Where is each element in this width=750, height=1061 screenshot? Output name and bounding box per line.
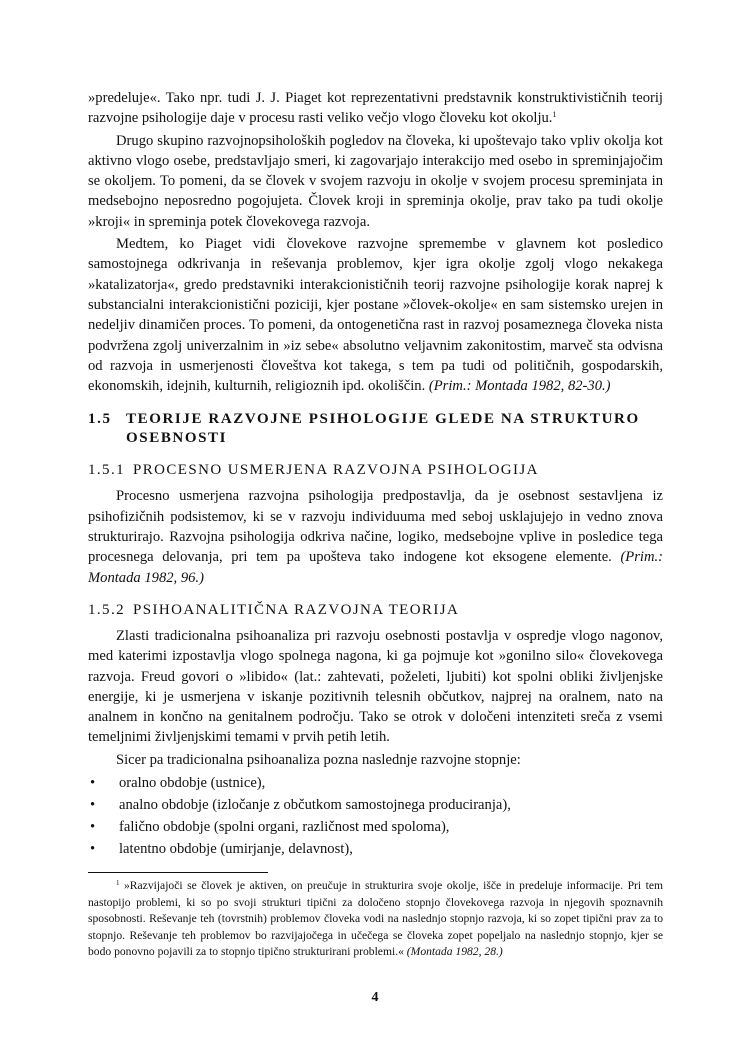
footnote-marker: 1: [116, 879, 120, 887]
section-title: PSIHOANALITIČNA RAZVOJNA TEORIJA: [133, 601, 460, 618]
section-title: PROCESNO USMERJENA RAZVOJNA PSIHOLOGIJA: [133, 462, 539, 479]
footnote: [88, 878, 663, 961]
paragraph-text: »predeluje«. Tako npr. tudi J. J. Piaget kot reprezentativni predstavnik konstruktivističnih teorij razvojne psihologije daje v procesu rasti veliko večjo vlogo človeku kot okolju.: [88, 90, 663, 127]
footnote-text: »Razvijajoči se človek je aktiven, on preučuje in strukturira svoje okolje, išče in predeluje informacije. Pri tem nastopijo problemi, ki so po svoji strukturi tipični za določeno stopnjo človekovega razvoja in njegovih spoznavnih sposobnosti. Reševanje teh (tovrstnih) problemov človeka vodi na naslednjo stopnjo razvoja, ki so zopet tipični prav za to stopnjo. Reševanje teh problemov bo razvijajočega in učečega se človeka zopet popeljalo na naslednjo stopnjo, kjer se bodo ponovno pojavili za to stopnjo tipično strukturirani problemi.«: [88, 879, 663, 959]
paragraph: Sicer pa tradicionalna psihoanaliza pozna naslednje razvojne stopnje:: [116, 751, 521, 768]
section-heading-1-5-2: [88, 601, 663, 620]
page-number: 4: [371, 990, 379, 1005]
citation: (Prim.: Montada 1982, 96.): [88, 549, 663, 586]
list-item-text: analno obdobje (izločanje z občutkom samostojnega produciranja),: [119, 797, 511, 814]
bullet-icon: •: [90, 819, 96, 836]
footnote-reference[interactable]: 1: [552, 110, 557, 120]
section-number: 1.5.2: [88, 601, 125, 618]
section-number: 1.5.1: [88, 462, 125, 479]
list-item-text: oralno obdobje (ustnice),: [119, 775, 266, 792]
list-item: [88, 772, 663, 794]
bullet-icon: •: [90, 797, 96, 814]
section-heading-1-5-1: [88, 461, 663, 480]
paragraph: [88, 234, 663, 396]
footnote-citation: (Montada 1982, 28.): [406, 945, 503, 959]
page-body: [88, 88, 663, 860]
paragraph: [88, 486, 663, 587]
list-item-text: latentno obdobje (umirjanje, delavnost),: [119, 841, 353, 858]
footnote-separator: [88, 872, 268, 873]
stage-list: [88, 772, 663, 860]
bullet-icon: •: [90, 841, 96, 858]
section-heading-1-5: [88, 410, 663, 448]
citation: (Prim.: Montada 1982, 82-30.): [428, 378, 611, 395]
list-item: [88, 816, 663, 838]
list-item: [88, 794, 663, 816]
bullet-icon: •: [90, 775, 96, 792]
paragraph: [88, 88, 663, 129]
list-item: [88, 838, 663, 860]
paragraph: Zlasti tradicionalna psihoanaliza pri razvoju osebnosti postavlja v ospredje vlogo nagonov, med katerimi izpostavlja vlogo spolnega nagona, ki ga pojmuje kot »gonilno silo« človekovega razvoja. Freud govori o »libido« (lat.: zahtevati, poželeti, ljubiti) kot spolni obliki življenjske energije, ki je usmerjena v iskanje pozitivnih telesnih občutkov, najprej na oralnem, nato na analnem in končno na genitalnem področju. Tako se otrok v določeni intenziteti sreča z vsemi temeljnimi življenjskimi temami v prvih petih letih.: [88, 627, 663, 746]
paragraph-text: Procesno usmerjena razvojna psihologija predpostavlja, da je osebnost sestavljena iz psihofizičnih podsistemov, ki se v razvoju individuuma med seboj usklajujejo in vedno znova strukturirajo. Razvojna psihologija odkriva načine, logiko, medsebojne vplive in posledice tega procesnega delovanja, pri tem pa upošteva tako indogene kot eksogene elemente.: [88, 488, 663, 566]
list-item-text: falično obdobje (spolni organi, različnost med spoloma),: [119, 819, 450, 836]
section-title: TEORIJE RAZVOJNE PSIHOLOGIJE GLEDE NA STRUKTURO OSEBNOSTI: [126, 411, 640, 447]
section-number: 1.5: [88, 411, 112, 428]
paragraph-text: Medtem, ko Piaget vidi človekove razvojne spremembe v glavnem kot posledico samostojnega odkrivanja in reševanja problemov, kjer igra okolje zgolj vlogo nekakega »katalizatorja«, gredo predstavniki interakcionističnih teorij razvojne psihologije korak naprej k substancialni interakcionistični poziciji, kjer postane »človek-okolje« en sam sistemsko urejen in nedeljiv dinamičen proces. To pomeni, da ontogenetična rast in razvoj posameznega človeka nista podvržena zgolj univerzalnim in »iz sebe« absolutno veljavnim zakonitostim, marveč sta odvisna od razvoja in usmerjenosti človeštva kot takega, s tem pa tudi od političnih, gospodarskih, ekonomskih, idejnih, kulturnih, religioznih ipd. okoliščin.: [88, 236, 663, 395]
paragraph: Drugo skupino razvojnopsiholoških pogledov na človeka, ki upoštevajo tako vpliv okolja kot aktivno vlogo osebe, predstavljajo smeri, ki zagovarjajo interakcijo med osebo in spreminjajočim se okoljem. To pomeni, da se človek v svojem razvoju in okolje v svojem procesu spreminjata in medsebojno neposredno pogojujeta. Človek kroji in spreminja okolje, prav tako pa tudi okolje »kroji« in spreminja potek človekovega razvoja.: [88, 132, 663, 230]
